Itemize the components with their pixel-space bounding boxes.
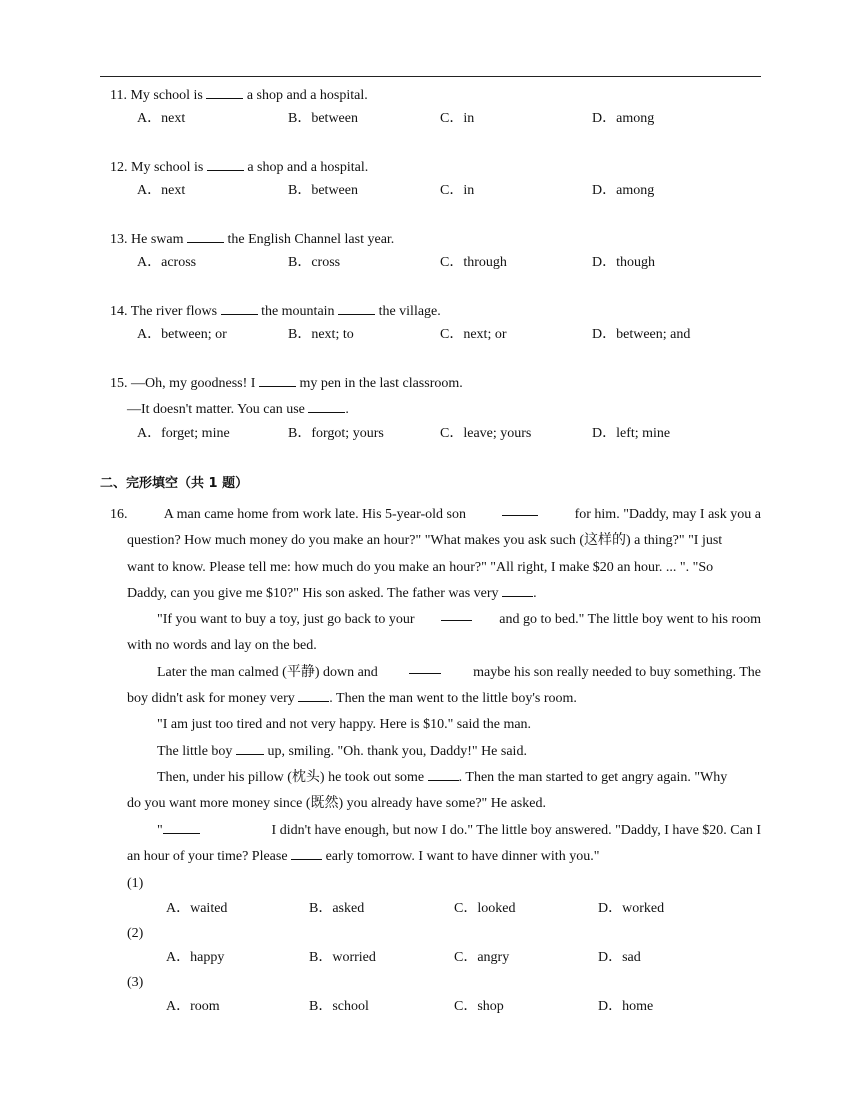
option-d[interactable]: D．among (592, 111, 655, 126)
passage-line (110, 502, 761, 528)
answer-blank (206, 85, 243, 99)
option-d[interactable]: D．left; mine (592, 426, 671, 441)
option-b[interactable]: B．cross (288, 255, 341, 270)
question-stem (110, 301, 441, 321)
passage-text: maybe his son really needed to buy something. The (473, 664, 761, 680)
option-b[interactable]: B．worried (309, 950, 376, 965)
option-d[interactable]: D．worked (598, 901, 665, 916)
option-b[interactable]: B．between (288, 183, 358, 198)
stem-text: . (345, 402, 349, 417)
question-stem-line2 (127, 399, 349, 419)
answer-blank (236, 741, 264, 755)
stem-text: —It doesn't matter. You can use (127, 402, 309, 417)
option-c[interactable]: C．in (440, 183, 475, 198)
passage-text: . (533, 585, 537, 601)
passage-line (127, 633, 761, 659)
header-rule (100, 76, 761, 77)
option-b[interactable]: B．school (309, 999, 369, 1014)
passage-line (127, 555, 761, 581)
passage-text: question? How much money do you make an hour?" "What makes you ask such (这样的) a thing?" "I just (127, 533, 723, 549)
answer-blank (291, 846, 322, 860)
option-a[interactable]: A．forget; mine (137, 426, 230, 441)
option-c[interactable]: C．shop (454, 999, 504, 1014)
answer-blank (502, 583, 533, 597)
stem-text: my pen in the last classroom. (295, 376, 463, 391)
answer-blank (298, 688, 329, 702)
option-d[interactable]: D．between; and (592, 327, 691, 342)
subquestion-label: (1) (127, 876, 144, 891)
option-d[interactable]: D．though (592, 255, 655, 270)
stem-text: He swam (131, 232, 187, 247)
stem-text: a shop and a hospital. (243, 88, 368, 103)
option-a[interactable]: A．happy (166, 950, 225, 965)
passage-line (127, 818, 761, 844)
option-a[interactable]: A．next (137, 183, 186, 198)
option-a[interactable]: A．across (137, 255, 197, 270)
stem-text: My school is (131, 160, 207, 175)
question-stem (110, 157, 368, 177)
passage-line (127, 528, 761, 554)
option-c[interactable]: C．through (440, 255, 507, 270)
option-c[interactable]: C．looked (454, 901, 516, 916)
passage-text: Then, under his pillow (枕头) he took out some (157, 769, 425, 785)
question-number: 14. (110, 304, 128, 319)
passage-text: Daddy, can you give me $10?" His son asked. The father was very (127, 585, 499, 601)
question-stem (110, 85, 368, 105)
answer-blank (207, 157, 244, 171)
option-d[interactable]: D．among (592, 183, 655, 198)
passage-line (127, 791, 761, 817)
question-number: 15. (110, 376, 128, 391)
option-d[interactable]: D．sad (598, 950, 641, 965)
stem-text: a shop and a hospital. (243, 160, 369, 175)
option-c[interactable]: C．angry (454, 950, 510, 965)
passage-text: "I am just too tired and not very happy. Here is $10." said the man. (157, 717, 532, 733)
option-c[interactable]: C．next; or (440, 327, 507, 342)
option-a[interactable]: A．next (137, 111, 186, 126)
passage-line (127, 712, 761, 738)
passage-text: with no words and lay on the bed. (127, 638, 317, 654)
stem-text: the English Channel last year. (224, 232, 395, 247)
answer-blank (259, 373, 296, 387)
answer-blank (221, 301, 258, 315)
question-number: 12. (110, 160, 128, 175)
passage-text: I didn't have enough, but now I do." The little boy answered. "Daddy, I have $20. Can I (271, 822, 761, 838)
passage-line (127, 581, 761, 607)
section-title: 二、完形填空（共 1 题） (100, 476, 249, 491)
answer-blank (502, 502, 538, 516)
passage-text: " (157, 822, 163, 838)
passage-text: boy didn't ask for money very (127, 691, 295, 707)
passage-text: . Then the man went to the little boy's room. (329, 691, 577, 707)
answer-blank (441, 607, 472, 621)
option-c[interactable]: C．leave; yours (440, 426, 532, 441)
passage-text: "If you want to buy a toy, just go back to your (157, 612, 415, 628)
answer-blank (428, 767, 459, 781)
question-number: 11. (110, 88, 127, 103)
passage-line (127, 765, 761, 791)
stem-text: the mountain (257, 304, 339, 319)
cloze-passage (110, 502, 761, 870)
passage-text: Later the man calmed (平静) down and (157, 664, 378, 680)
answer-blank (338, 301, 375, 315)
passage-text: and go to bed." The little boy went to his room (499, 612, 761, 628)
passage-line (127, 607, 761, 633)
option-c[interactable]: C．in (440, 111, 475, 126)
option-a[interactable]: A．between; or (137, 327, 227, 342)
option-b[interactable]: B．next; to (288, 327, 354, 342)
passage-text: . Then the man started to get angry again. "Why (458, 769, 728, 785)
stem-text: My school is (130, 88, 207, 103)
question-stem (110, 229, 394, 249)
passage-text: A man came home from work late. His 5-year-old son (163, 507, 466, 522)
passage-text: up, smiling. "Oh. thank you, Daddy!" He said. (267, 743, 527, 759)
stem-text: the village. (375, 304, 441, 319)
option-b[interactable]: B．between (288, 111, 358, 126)
answer-blank (308, 399, 345, 413)
passage-text: early tomorrow. I want to have dinner with you." (325, 848, 600, 864)
answer-blank (409, 660, 441, 674)
passage-line (127, 660, 761, 686)
passage-text: The little boy (157, 743, 233, 759)
question-number: 13. (110, 232, 128, 247)
question-stem (110, 373, 463, 393)
question-number: 16. (110, 507, 128, 522)
option-b[interactable]: B．forgot; yours (288, 426, 384, 441)
stem-text: The river flows (130, 304, 221, 319)
option-d[interactable]: D．home (598, 999, 654, 1014)
passage-text: want to know. Please tell me: how much do you make an hour?" "All right, I make $20 an hour. ... ". "So (127, 559, 714, 575)
passage-text: do you want more money since (既然) you already have some?" He asked. (127, 796, 546, 812)
passage-text: an hour of your time? Please (127, 848, 288, 864)
answer-blank (163, 820, 200, 834)
stem-text: —Oh, my goodness! I (131, 376, 259, 391)
option-a[interactable]: A．room (166, 999, 220, 1014)
passage-line (127, 686, 761, 712)
option-a[interactable]: A．waited (166, 901, 228, 916)
passage-line (127, 739, 761, 765)
option-b[interactable]: B．asked (309, 901, 365, 916)
subquestion-label: (2) (127, 926, 144, 941)
subquestion-label: (3) (127, 975, 144, 990)
passage-line (127, 844, 761, 870)
passage-text: for him. "Daddy, may I ask you a (574, 507, 761, 522)
answer-blank (187, 229, 224, 243)
